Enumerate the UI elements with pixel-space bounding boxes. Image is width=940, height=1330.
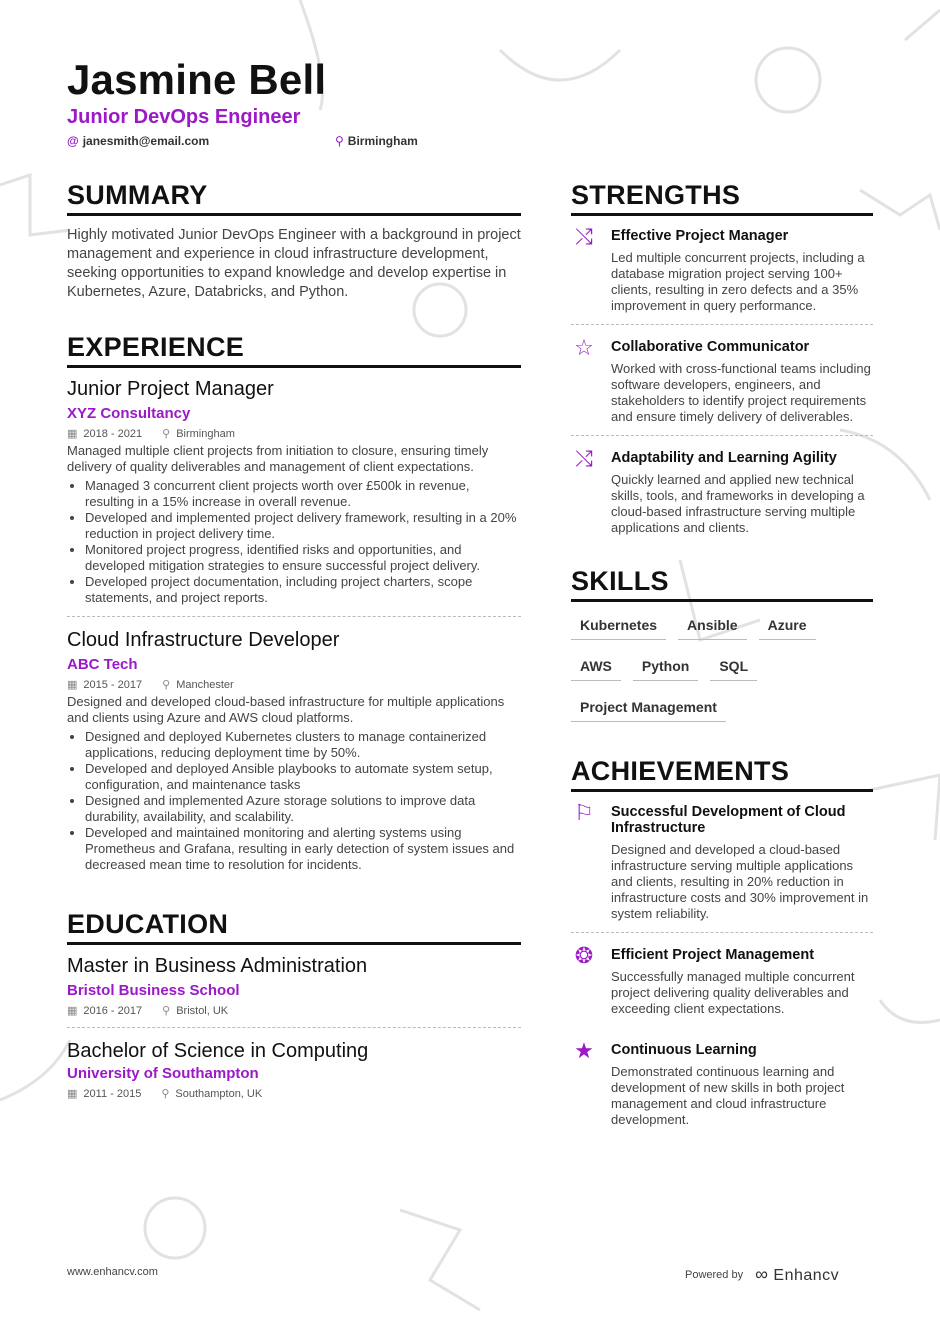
achievement-text: Demonstrated continuous learning and development of new skills in both project management and cloud infrastructure development.	[611, 1064, 845, 1127]
divider	[571, 1027, 873, 1028]
strengths-heading: STRENGTHS	[571, 180, 873, 216]
job-description: Designed and developed cloud-based infrastructure for multiple applications and clients using Azure and AWS cloud platforms.	[67, 694, 505, 725]
contact-location	[335, 134, 418, 148]
bullet-item: • Designed and deployed Kubernetes clusters to manage containerized applications, reducing deployment time by 50%.	[85, 729, 521, 761]
education-location: Bristol, UK	[176, 1005, 229, 1017]
summary-heading: SUMMARY	[67, 180, 521, 216]
job-bullets	[67, 729, 521, 873]
skill-tag: Azure	[759, 612, 816, 640]
strength-item	[571, 337, 873, 425]
divider	[571, 435, 873, 436]
summary-text: Highly motivated Junior DevOps Engineer with a background in project management and experience in cloud infrastructure development, seeking opportunities to expand knowledge and develop expertise in Kubernetes, Azure, Databricks, and Python.	[67, 227, 521, 300]
star-filled-icon: ★	[574, 1038, 594, 1063]
email-text[interactable]: janesmith@email.com	[82, 134, 210, 148]
achievement-text: Successfully managed multiple concurrent project delivering quality deliverables and exceeding client expectations.	[611, 969, 855, 1016]
location-pin-icon: ⚲	[335, 134, 344, 148]
skill-tag: SQL	[710, 653, 757, 681]
strength-title: Adaptability and Learning Agility	[611, 450, 837, 466]
star-outline-icon: ☆	[574, 335, 594, 360]
location-pin-icon: ⚲	[162, 679, 171, 691]
education-dates: 2016 - 2017	[83, 1005, 143, 1017]
divider	[67, 1027, 521, 1028]
experience-entry	[67, 378, 521, 606]
bullet-item: • Designed and implemented Azure storage solutions to improve data durability, availability, and scalability.	[85, 793, 521, 825]
calendar-icon: ▦	[67, 679, 78, 691]
right-column	[571, 180, 873, 1128]
strength-text: Quickly learned and applied new technical skills, tools, and frameworks in developing a cloud-based infrastructure serving multiple applications and clients.	[611, 472, 865, 535]
divider	[571, 324, 873, 325]
calendar-icon: ▦	[67, 1005, 78, 1017]
education-entry	[67, 1040, 521, 1100]
brand-name: Enhancv	[773, 1267, 840, 1284]
bullet-item: • Developed and deployed Ansible playbooks to automate system setup, configuration, and maintenance tasks	[85, 761, 521, 793]
divider	[67, 616, 521, 617]
location-text: Birmingham	[347, 134, 418, 148]
achievement-title: Continuous Learning	[611, 1042, 757, 1058]
strength-title: Collaborative Communicator	[611, 339, 810, 355]
education-dates: 2011 - 2015	[83, 1088, 142, 1100]
bullet-item: • Managed 3 concurrent client projects worth over £500k in revenue, resulting in a 15% increase in overall revenue.	[85, 478, 521, 510]
footer-branding	[685, 1264, 839, 1285]
flag-icon: ⚐	[574, 800, 594, 825]
achievement-title: Successful Development of Cloud Infrastructure	[611, 804, 846, 836]
job-location: Birmingham	[176, 428, 235, 440]
candidate-name: Jasmine Bell	[67, 56, 327, 103]
skill-tag: Kubernetes	[571, 612, 666, 640]
job-description: Managed multiple client projects from initiation to closure, ensuring timely delivery of quality deliverables and management of client expectations.	[67, 443, 489, 474]
route-icon: ⤭	[575, 224, 593, 249]
strength-title: Effective Project Manager	[611, 228, 789, 244]
candidate-role: Junior DevOps Engineer	[67, 106, 301, 128]
calendar-icon: ▦	[67, 1088, 78, 1100]
company-name: ABC Tech	[67, 656, 138, 673]
experience-heading: EXPERIENCE	[67, 332, 521, 368]
achievements-heading: ACHIEVEMENTS	[571, 756, 873, 792]
experience-entry	[67, 629, 521, 873]
skills-list	[571, 612, 873, 722]
degree-title: Bachelor of Science in Computing	[67, 1040, 369, 1062]
infinity-icon: ∞	[755, 1264, 769, 1284]
job-bullets	[67, 478, 521, 606]
achievement-item	[571, 1040, 873, 1128]
skills-heading: SKILLS	[571, 566, 873, 602]
calendar-icon: ▦	[67, 428, 78, 440]
achievement-text: Designed and developed a cloud-based infrastructure serving multiple applications and clients, resulting in 20% reduction in infrastructure costs and 30% improvement in system reliability.	[611, 842, 869, 921]
powered-by-text: Powered by	[685, 1268, 744, 1281]
achievement-item	[571, 945, 873, 1017]
contact-email	[67, 134, 209, 148]
school-name: University of Southampton	[67, 1065, 259, 1082]
skill-tag: AWS	[571, 653, 621, 681]
education-meta	[67, 1087, 521, 1100]
education-entry	[67, 955, 521, 1017]
job-title: Cloud Infrastructure Developer	[67, 629, 340, 651]
route-icon: ⤭	[575, 446, 593, 471]
strength-item	[571, 226, 873, 314]
strength-text: Worked with cross-functional teams including software developers, engineers, and stakeholders to identify project requirements and ensure timely delivery of deliverables.	[611, 361, 871, 424]
location-pin-icon: ⚲	[161, 1088, 170, 1100]
job-dates: 2015 - 2017	[83, 679, 143, 691]
job-dates: 2018 - 2021	[83, 428, 143, 440]
strength-item	[571, 448, 873, 536]
at-icon: @	[67, 134, 79, 148]
school-name: Bristol Business School	[67, 982, 240, 999]
bullet-item: • Developed project documentation, including project charters, scope statements, and project reports.	[85, 574, 521, 606]
education-heading: EDUCATION	[67, 909, 521, 945]
job-title: Junior Project Manager	[67, 378, 274, 400]
location-pin-icon: ⚲	[162, 1005, 171, 1017]
education-meta	[67, 1004, 521, 1017]
bullet-item: • Developed and maintained monitoring and alerting systems using Prometheus and Grafana, resulting in early detection of system issues and decreased mean time to resolution for incidents.	[85, 825, 521, 873]
left-column	[67, 180, 521, 1100]
skill-tag: Ansible	[678, 612, 747, 640]
job-meta	[67, 427, 521, 440]
achievement-item	[571, 802, 873, 922]
skill-tag: Python	[633, 653, 698, 681]
job-meta	[67, 678, 521, 691]
bullet-item: • Monitored project progress, identified risks and opportunities, and developed mitigation strategies to ensure successful project delivery.	[85, 542, 521, 574]
skill-tag: Project Management	[571, 694, 726, 722]
footer-website[interactable]: www.enhancv.com	[67, 1266, 158, 1278]
enhancv-logo[interactable]	[755, 1264, 839, 1285]
divider	[571, 932, 873, 933]
strength-text: Led multiple concurrent projects, including a database migration project serving 100+ clients, resulting in zero defects and a 35% improvement in query performance.	[611, 250, 865, 313]
achievement-title: Efficient Project Management	[611, 947, 815, 963]
medal-icon: ❂	[574, 943, 594, 968]
education-location: Southampton, UK	[175, 1088, 263, 1100]
job-location: Manchester	[176, 679, 234, 691]
bullet-item: • Developed and implemented project delivery framework, resulting in a 20% reduction in project delivery time.	[85, 510, 521, 542]
degree-title: Master in Business Administration	[67, 955, 368, 977]
location-pin-icon: ⚲	[162, 428, 171, 440]
company-name: XYZ Consultancy	[67, 405, 191, 422]
